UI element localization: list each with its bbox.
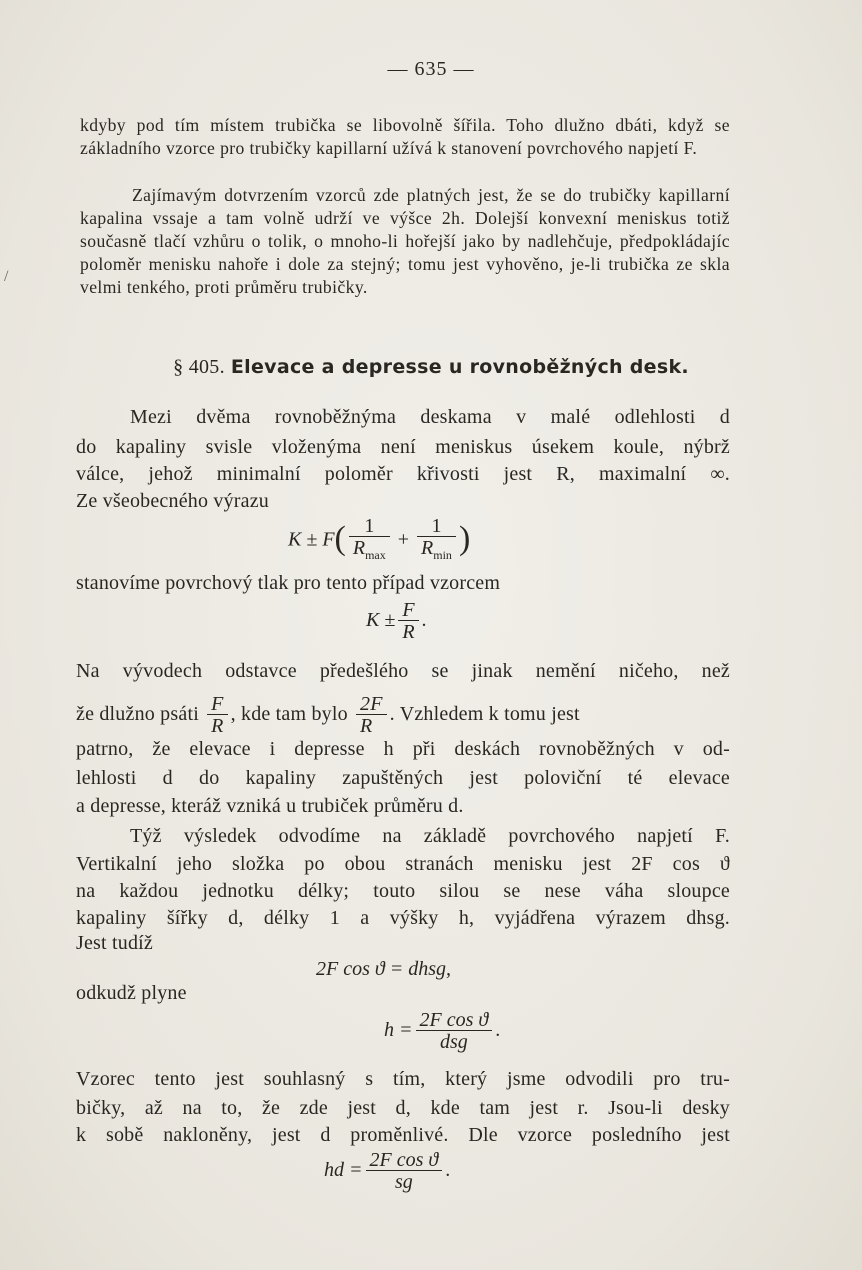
text-line: válce, jehož minimalní poloměr křivosti jest R, maximalní ∞. bbox=[76, 463, 730, 485]
section-number: § 405. bbox=[173, 356, 225, 378]
fraction-numerator: 1 bbox=[349, 516, 390, 537]
fraction-denominator: dsg bbox=[439, 1031, 468, 1053]
text-line: na každou jednotku délky; touto silou se nese váha sloupce bbox=[76, 880, 730, 902]
fraction-denominator: R bbox=[360, 714, 373, 737]
fraction-numerator: 1 bbox=[417, 516, 456, 537]
formula-surface-pressure: K ± $\frac{F}{R}$ . bbox=[366, 599, 427, 643]
text-line: Jest tudíž bbox=[76, 932, 153, 954]
fraction-denominator: R bbox=[211, 714, 224, 737]
paragraph-text: kdyby pod tím místem trubička se libovolně šířila. Toho dlužno dbáti, když se základního vzorce pro trubičky kapillarní užívá k stanovení povrchového napjetí F. bbox=[80, 115, 730, 158]
fraction-denominator: R bbox=[421, 537, 434, 559]
text-line: lehlosti d do kapaliny zapuštěných jest poloviční té elevace bbox=[76, 767, 730, 789]
formula-term: h = bbox=[384, 1019, 413, 1042]
fraction-numerator: F bbox=[398, 600, 418, 621]
fraction-numerator: 2F bbox=[356, 694, 387, 715]
text-line: do kapaliny svisle vloženýma není meniskus úsekem koule, nýbrž bbox=[76, 436, 730, 458]
text-line: Vzorec tento jest souhlasný s tím, který jsme odvodili pro tru- bbox=[76, 1068, 730, 1090]
formula-term: K ± F bbox=[288, 528, 335, 551]
text-line-with-fractions bbox=[76, 692, 730, 736]
fraction-denominator: R bbox=[352, 537, 366, 559]
fraction-numerator: 2F cos ϑ bbox=[416, 1010, 493, 1031]
fraction-numerator: F bbox=[207, 694, 227, 715]
page-number: — 635 — bbox=[387, 58, 475, 80]
paragraph-top-1 bbox=[80, 114, 730, 160]
paragraph-top-2 bbox=[80, 184, 730, 299]
text-line: stanovíme povrchový tlak pro tento případ vzorcem bbox=[76, 572, 501, 594]
section-heading bbox=[0, 356, 862, 379]
formula-inclined-plates: hd = $\frac{\text{2F cos ϑ}}{sg}$ . bbox=[324, 1149, 451, 1193]
text-line: odkudž plyne bbox=[76, 982, 187, 1004]
text-segment: . Vzhledem k tomu jest bbox=[389, 703, 580, 725]
subscript: min bbox=[433, 548, 452, 562]
text-line: Týž výsledek odvodíme na základě povrchového napjetí F. bbox=[130, 825, 730, 847]
subscript: max bbox=[365, 548, 386, 562]
text-segment: , kde tam bylo bbox=[230, 703, 348, 725]
text-line: Na vývodech odstavce předešlého se jinak nemění ničeho, než bbox=[76, 660, 730, 682]
fraction-denominator: R bbox=[402, 621, 415, 643]
text-line: Mezi dvěma rovnoběžnýma deskama v malé odlehlosti d bbox=[130, 406, 730, 428]
text-line: patrno, že elevace i depresse h při deskách rovnoběžných v od- bbox=[76, 738, 730, 760]
margin-mark: / bbox=[4, 268, 9, 285]
formula-force-balance: 2F cos ϑ = dhsg, bbox=[316, 958, 451, 980]
text-segment: že dlužno psáti bbox=[76, 703, 199, 725]
fraction-denominator: sg bbox=[394, 1171, 413, 1193]
text-line: a depresse, kteráž vzniká u trubiček průměru d. bbox=[76, 795, 464, 817]
formula-term: K ± bbox=[366, 609, 396, 632]
formula-general-expression: K ± F( $\frac{1}{R_{max}}$ + $\frac{1}{R_{min}}$ ) bbox=[288, 515, 471, 562]
text-line: kapaliny šířky d, délky 1 a výšky h, vyjádřena výrazem dhsg. bbox=[76, 907, 730, 929]
text-line: k sobě nakloněny, jest d proměnlivé. Dle vzorce posledního jest bbox=[76, 1124, 730, 1146]
formula-term: hd = bbox=[324, 1159, 363, 1182]
text-line: Vertikalní jeho složka po obou stranách menisku jest 2F cos ϑ bbox=[76, 853, 730, 875]
text-line: Ze všeobecného výrazu bbox=[76, 490, 269, 512]
text-line: bičky, až na to, že zde jest d, kde tam jest r. Jsou-li desky bbox=[76, 1097, 730, 1119]
formula-height: h = $\frac{\text{2F cos ϑ}}{\text{dsg}}$ . bbox=[384, 1009, 501, 1053]
fraction-numerator: 2F cos ϑ bbox=[366, 1150, 443, 1171]
paragraph-text: Zajímavým dotvrzením vzorců zde platných jest, že se do trubičky kapillarní kapalina vssaje a tam volně udrží ve výšce 2h. Dolejší konvexní meniskus totiž současně tlačí vzhůru o tolik, o mnoho-li hořejší jako by nadlehčuje, předpokládajíc poloměr menisku nahoře i dole za stejný; tomu jest vyhověno, je-li trubička ze skla velmi tenkého, proti průměru trubičky. bbox=[80, 185, 730, 297]
section-title: Elevace a depresse u rovnoběžných desk. bbox=[230, 356, 689, 378]
